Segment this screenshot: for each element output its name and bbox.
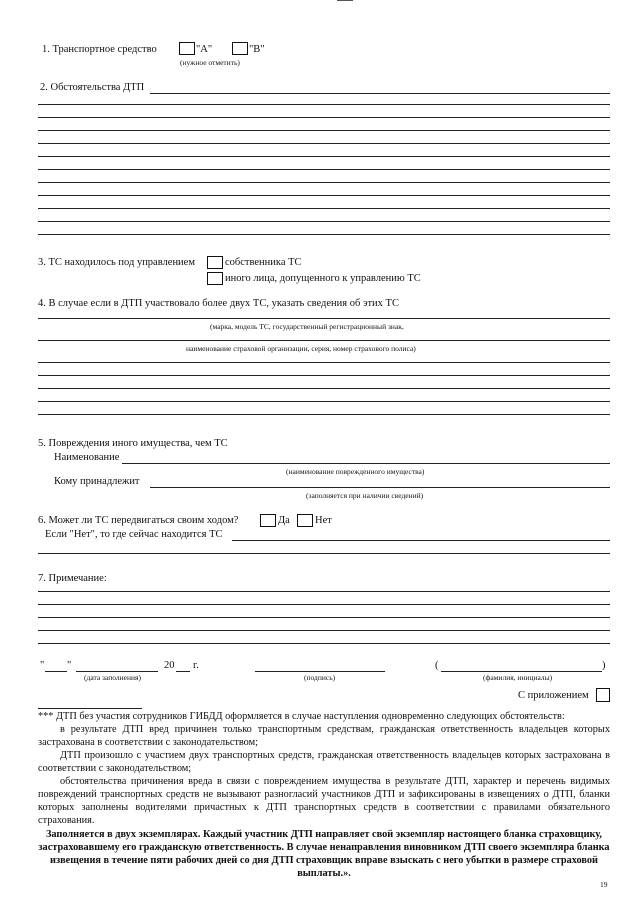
other-vehicles-line-2[interactable]: [38, 340, 610, 341]
scan-mark: [337, 0, 353, 1]
movable-yes-label: Да: [278, 515, 290, 526]
property-name-caption: (наименование поврежденного имущества): [286, 467, 425, 476]
name-paren-open: (: [435, 660, 439, 671]
movable-no-label: Нет: [315, 515, 332, 526]
other-vehicles-line-1[interactable]: [38, 318, 610, 319]
page-number: 19: [600, 880, 608, 889]
section4-caption1: (марка, модель ТС, государственный регистрационный знак,: [210, 322, 404, 331]
date-month-line[interactable]: [76, 671, 158, 672]
section4-label: 4. В случае если в ДТП участвовало более двух ТС, указать сведения об этих ТС: [38, 298, 399, 309]
other-driver-label: иного лица, допущенного к управлению ТС: [225, 273, 421, 284]
section6-label: 6. Может ли ТС передвигаться своим ходом?: [38, 515, 239, 526]
date-year-line[interactable]: [176, 671, 190, 672]
other-driver-checkbox[interactable]: [207, 272, 223, 285]
vehicle-a-checkbox[interactable]: [179, 42, 195, 55]
date-day-line[interactable]: [45, 671, 67, 672]
vehicle-b-label: "В": [249, 44, 265, 55]
section2-label: 2. Обстоятельства ДТП: [40, 82, 145, 93]
year-suffix: г.: [193, 660, 199, 671]
property-name-line[interactable]: [122, 463, 610, 464]
name-paren-close: ): [602, 660, 606, 671]
owner-checkbox[interactable]: [207, 256, 223, 269]
section7-label: 7. Примечание:: [38, 573, 107, 584]
property-owner-caption: (заполняется при наличии сведений): [306, 491, 424, 500]
movable-no-checkbox[interactable]: [297, 514, 313, 527]
owner-label: собственника ТС: [225, 257, 302, 268]
vehicle-a-label: "А": [196, 44, 213, 55]
signature-line[interactable]: [255, 671, 385, 672]
year-prefix: 20: [164, 660, 175, 671]
name-caption: (фамилия, инициалы): [483, 673, 553, 682]
attachment-checkbox[interactable]: [596, 688, 610, 702]
footnote-separator: [38, 708, 142, 709]
date-caption: (дата заполнения): [84, 673, 141, 682]
date-quote-open: ": [40, 660, 45, 671]
footnote-intro: *** ДТП без участия сотрудников ГИБДД оформляется в случае наступления одновременно следующих обстоятельств:: [38, 711, 565, 722]
vehicle-location-label: Если "Нет", то где сейчас находится ТС: [45, 529, 223, 540]
signature-caption: (подпись): [304, 673, 336, 682]
movable-yes-checkbox[interactable]: [260, 514, 276, 527]
section1-label: 1. Транспортное средство: [42, 44, 157, 55]
section5-label: 5. Повреждения иного имущества, чем ТС: [38, 438, 228, 449]
property-owner-line[interactable]: [150, 487, 610, 488]
date-quote-close: ": [67, 660, 72, 671]
property-owner-label: Кому принадлежит: [54, 476, 140, 487]
footnote-p1: в результате ДТП вред причинен только транспортным средствам, гражданская ответственность владельцев которых застрахована в соответствии с законодательством;: [38, 724, 610, 748]
section1-hint: (нужное отметить): [180, 58, 240, 67]
footnote-bold: Заполняется в двух экземплярах. Каждый участник ДТП направляет свой экземпляр настоящего бланка страховщику, застраховавшему его гражданскую ответственность. В случае ненаправления виновником ДТП своего экземпляра бланка извещения в течение пяти рабочих дней со дня ДТП страховщик вправе взыскать с него убытки в размере страховой выплаты.».: [38, 829, 610, 879]
footnote-p3: обстоятельства причинения вреда в связи с повреждением имущества в результате ДТП, характер и перечень видимых повреждений транспортных средств не вызывают разногласий участников ДТП и зафиксированы в извещениях о ДТП, бланки которых заполнены водителями причастных к ДТП транспортных средств в соответствии с правилами обязательного страхования.: [38, 776, 610, 826]
section3-label: 3. ТС находилось под управлением: [38, 257, 195, 268]
section4-caption2: наименование страховой организации, серия, номер страхового полиса): [186, 344, 416, 353]
footnote-p2: ДТП произошло с участием двух транспортных средств, гражданская ответственность владельцев которых застрахована в соответствии с законодательством;: [38, 750, 610, 774]
vehicle-b-checkbox[interactable]: [232, 42, 248, 55]
name-line[interactable]: [441, 671, 602, 672]
property-name-label: Наименование: [54, 452, 120, 463]
attachment-label: С приложением: [518, 690, 589, 701]
vehicle-location-line[interactable]: [232, 540, 610, 541]
vehicle-location-line-2[interactable]: [38, 553, 610, 554]
